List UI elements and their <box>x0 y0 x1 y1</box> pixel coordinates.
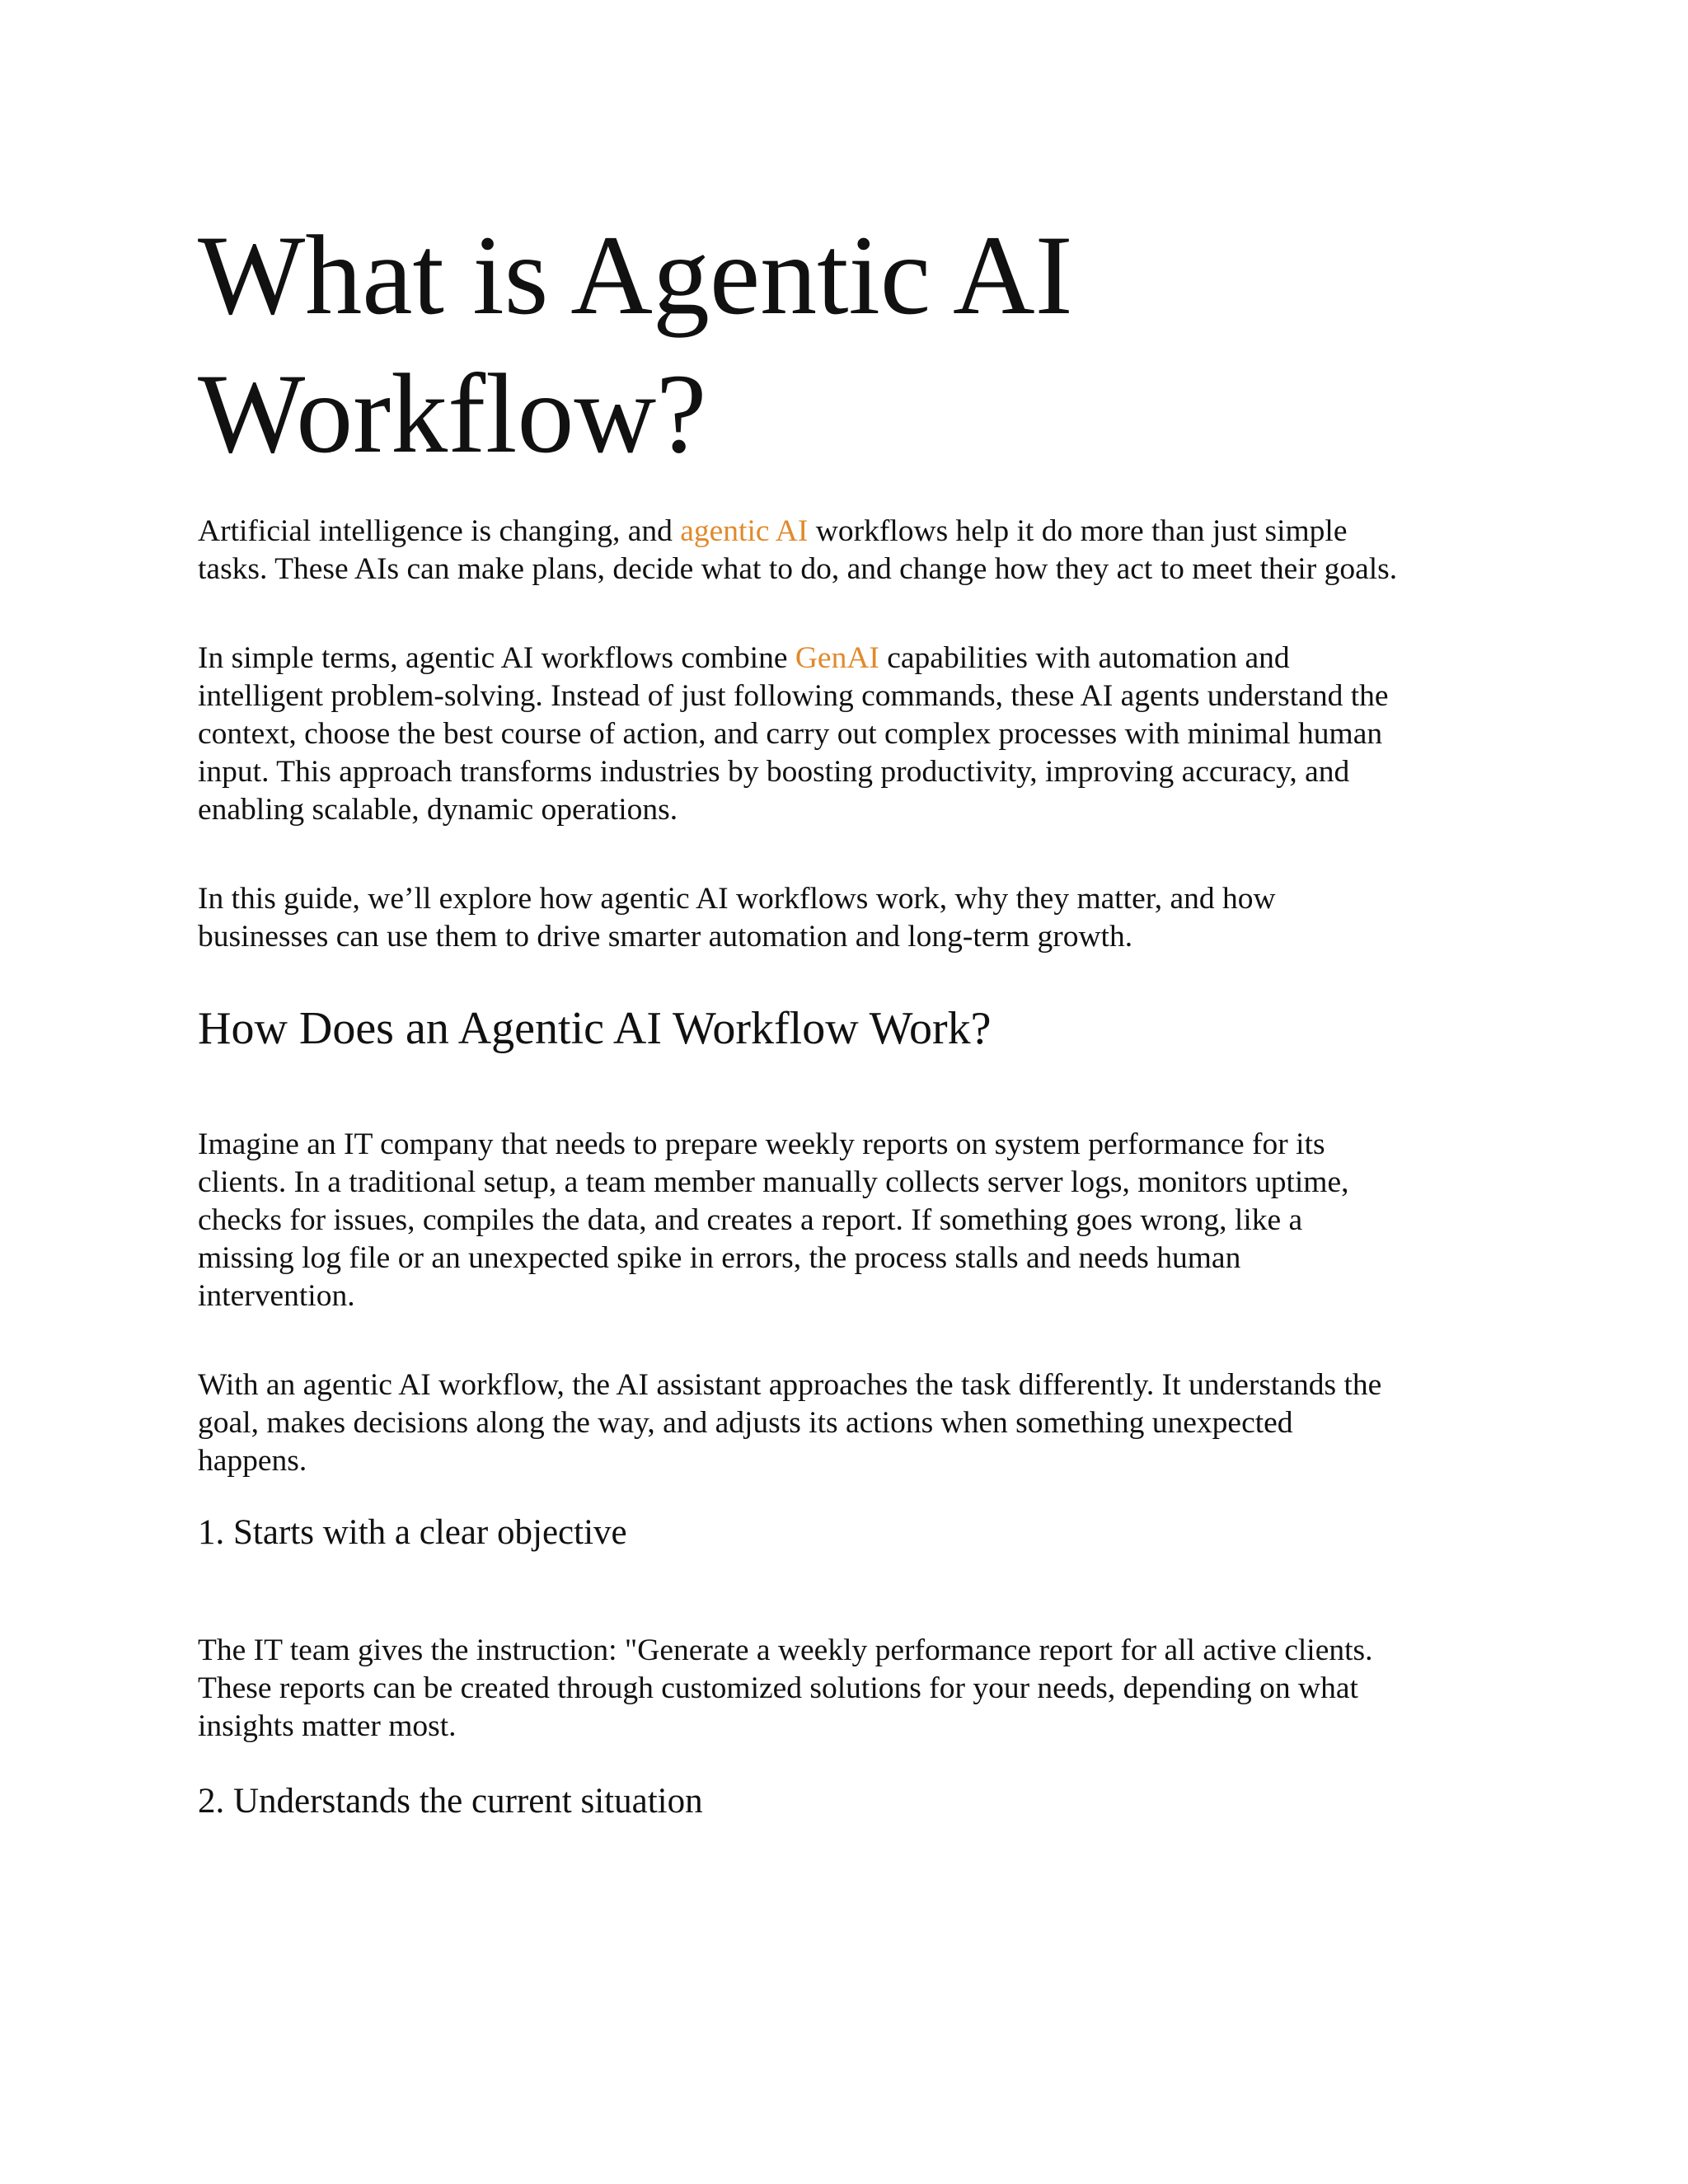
text-line: intervention. <box>198 1279 355 1313</box>
text-line: Imagine an IT company that needs to prepare weekly reports on system performance for its <box>198 1127 1325 1161</box>
instruction-paragraph <box>198 1632 1372 1746</box>
text-line: enabling scalable, dynamic operations. <box>198 793 678 827</box>
text-line: intelligent problem-solving. Instead of just following commands, these AI agents understand the <box>198 679 1389 713</box>
text-run: capabilities with automation and <box>879 641 1290 675</box>
guide-paragraph <box>198 880 1276 956</box>
text-line: The IT team gives the instruction: "Generate a weekly performance report for all active clients. <box>198 1633 1373 1667</box>
it-company-paragraph <box>198 1126 1349 1315</box>
simple-terms-paragraph <box>198 640 1389 829</box>
section-heading-how-it-works: How Does an Agentic AI Workflow Work? <box>198 1003 992 1054</box>
text-run: Artificial intelligence is changing, and <box>198 514 681 548</box>
genai-link[interactable]: GenAI <box>795 641 879 675</box>
agentic-workflow-paragraph <box>198 1366 1381 1480</box>
step-heading-clear-objective: 1. Starts with a clear objective <box>198 1513 627 1552</box>
text-line: checks for issues, compiles the data, and creates a report. If something goes wrong, like a <box>198 1203 1303 1237</box>
text-run: workflows help it do more than just simple <box>808 514 1348 548</box>
intro-paragraph <box>198 513 1397 588</box>
page-title-line-2: Workflow? <box>198 350 707 476</box>
page-title <box>198 206 1073 483</box>
text-line: clients. In a traditional setup, a team member manually collects server logs, monitors uptime, <box>198 1165 1349 1199</box>
text-line: With an agentic AI workflow, the AI assistant approaches the task differently. It understands the <box>198 1368 1382 1402</box>
text-line: businesses can use them to drive smarter automation and long-term growth. <box>198 920 1133 954</box>
text-line: These reports can be created through customized solutions for your needs, depending on what <box>198 1671 1358 1705</box>
text-line: context, choose the best course of action, and carry out complex processes with minimal human <box>198 717 1383 751</box>
step-heading-current-situation: 2. Understands the current situation <box>198 1782 703 1821</box>
text-line: tasks. These AIs can make plans, decide what to do, and change how they act to meet their goals. <box>198 552 1398 586</box>
page-title-line-1: What is Agentic AI <box>198 212 1073 338</box>
text-line: missing log file or an unexpected spike in errors, the process stalls and needs human <box>198 1241 1241 1275</box>
text-line: happens. <box>198 1444 307 1478</box>
agentic-ai-link[interactable]: agentic AI <box>680 514 809 548</box>
text-run: In simple terms, agentic AI workflows combine <box>198 641 795 675</box>
text-line: goal, makes decisions along the way, and adjusts its actions when something unexpected <box>198 1406 1293 1440</box>
text-line: input. This approach transforms industries by boosting productivity, improving accuracy, and <box>198 755 1350 789</box>
text-line: insights matter most. <box>198 1709 457 1743</box>
text-line: In this guide, we’ll explore how agentic AI workflows work, why they matter, and how <box>198 882 1276 916</box>
